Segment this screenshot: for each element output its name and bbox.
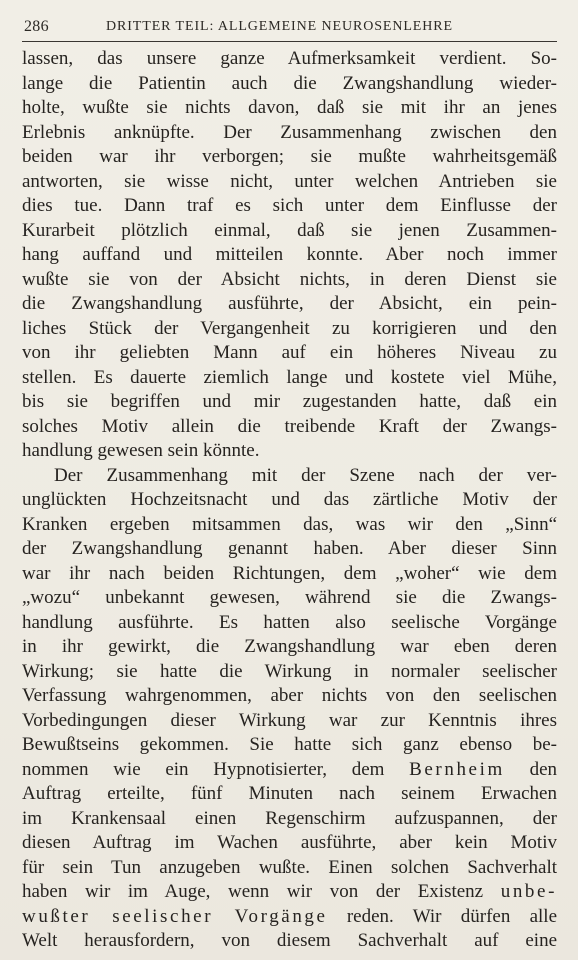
text-line: dies tue. Dann traf es sich unter dem Einflusse der: [22, 195, 557, 216]
text-line: lassen, das unsere ganze Aufmerksamkeit verdient. So-: [22, 48, 557, 69]
text-line: Wirkung; sie hatte die Wirkung in normaler seelischer: [22, 660, 557, 682]
text-line: Vorbedingungen dieser Wirkung war zur Kenntnis ihres: [22, 709, 557, 731]
text-line: Verfassung wahrgenommen, aber nichts von den seelischen: [22, 685, 557, 706]
text-line: antworten, sie wisse nicht, unter welchen Antrieben sie: [22, 170, 557, 192]
text-line: [22, 758, 557, 783]
text-line: solches Motiv allein die treibende Kraft der Zwangs-: [22, 415, 557, 437]
text-line: lange die Patientin auch die Zwangshandlung wieder-: [22, 72, 557, 94]
text-line: [22, 880, 557, 905]
text-line: Auftrag erteilte, fünf Minuten nach seinem Erwachen: [22, 783, 557, 804]
text-line: der Zwangshandlung genannt haben. Aber dieser Sinn: [22, 538, 557, 559]
header-rule: [22, 41, 557, 42]
text-line: Kurarbeit plötzlich einmal, daß sie jenen Zusammen-: [22, 219, 557, 241]
text-line: liches Stück der Vergangenheit zu korrigieren und den: [22, 317, 557, 339]
paragraph-end-line: handlung gewesen sein könnte.: [22, 440, 260, 461]
text-line: war ihr nach beiden Richtungen, dem „woher“ wie dem: [22, 562, 557, 584]
text-line: bis sie begriffen und mir zugestanden hatte, daß ein: [22, 391, 557, 412]
text-segment: den: [504, 758, 557, 780]
emphasis-unbewusster: unbe-: [500, 881, 557, 902]
emphasis-seelischer-vorgaenge: wußter seelischer Vorgänge: [22, 905, 328, 927]
text-line: unglückten Hochzeitsnacht und das zärtliche Motiv der: [22, 489, 557, 510]
text-line: Kranken ergeben mitsammen das, was wir den „Sinn“: [22, 513, 557, 535]
text-segment: reden. Wir dürfen alle: [327, 905, 557, 927]
text-line: die Zwangshandlung ausführte, der Absicht, ein pein-: [22, 293, 557, 314]
body-text: [22, 47, 557, 954]
page-number: 286: [24, 18, 49, 35]
text-line: holte, wußte sie nichts davon, daß sie mit ihr an jenes: [22, 97, 557, 118]
running-head: DRITTER TEIL: ALLGEMEINE NEUROSENLEHRE: [106, 19, 453, 34]
text-line: stellen. Es dauerte ziemlich lange und kostete viel Mühe,: [22, 366, 557, 388]
text-segment: nommen wie ein Hypnotisierter, dem: [22, 758, 410, 780]
text-line: handlung ausführte. Es hatten also seelische Vorgänge: [22, 611, 557, 633]
text-line: Erlebnis anknüpfte. Der Zusammenhang zwischen den: [22, 121, 557, 143]
text-line: wußte sie von der Absicht nichts, in deren Dienst sie: [22, 268, 557, 290]
text-line: für sein Tun anzugeben wußte. Einen solchen Sachverhalt: [22, 856, 557, 878]
text-line: Bewußtseins gekommen. Sie hatte sich ganz ebenso be-: [22, 734, 557, 755]
text-line: Welt herausfordern, von diesem Sachverhalt auf eine: [22, 930, 557, 951]
text-line: hang auffand und mitteilen konnte. Aber noch immer: [22, 244, 557, 265]
text-line: im Krankensaal einen Regenschirm aufzuspannen, der: [22, 807, 557, 829]
text-line: [22, 905, 557, 930]
name-bernheim: Bernheim: [409, 758, 505, 780]
text-line: in ihr gewirkt, die Zwangshandlung war eben deren: [22, 636, 557, 657]
page-header: [24, 18, 554, 42]
text-line: „wozu“ unbekannt gewesen, während sie die Zwangs-: [22, 587, 557, 608]
text-line: von ihr geliebten Mann auf ein höheres Niveau zu: [22, 342, 557, 363]
text-segment: haben wir im Auge, wenn wir von der Existenz: [22, 881, 501, 902]
paragraph-start-line: Der Zusammenhang mit der Szene nach der ver-: [54, 464, 557, 486]
text-line: diesen Auftrag im Wachen ausführte, aber kein Motiv: [22, 832, 557, 853]
text-line: beiden war ihr verborgen; sie mußte wahrheitsgemäß: [22, 146, 557, 167]
